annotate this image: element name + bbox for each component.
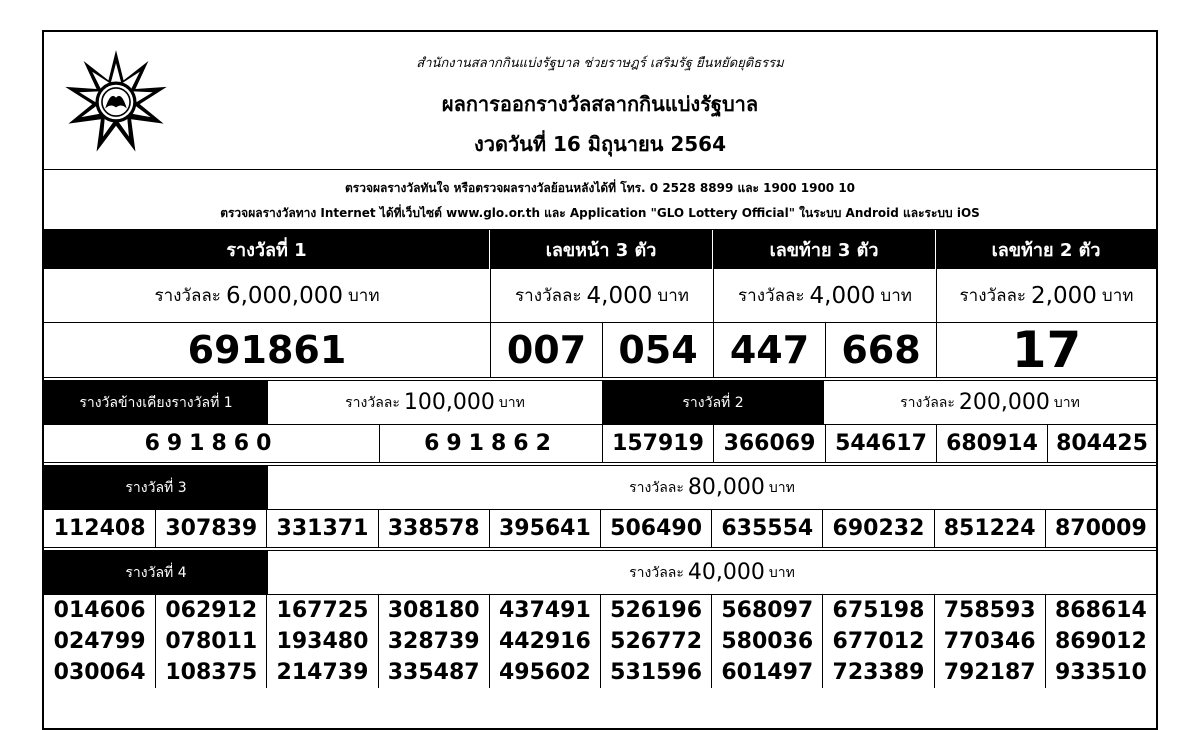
lottery-result-sheet bbox=[42, 30, 1158, 730]
front3-number: 054 bbox=[602, 322, 713, 377]
fourth-prize-number: 328739 bbox=[378, 626, 489, 657]
fourth-prize-number: 758593 bbox=[934, 595, 1045, 626]
third-prize-number: 851224 bbox=[934, 509, 1045, 547]
last3-amount: รางวัลละ 4,000 บาท bbox=[713, 269, 936, 322]
third-prize-number: 331371 bbox=[266, 509, 377, 547]
fourth-prize-numbers bbox=[44, 594, 1156, 730]
third-prize-number: 338578 bbox=[378, 509, 489, 547]
second-prize-number: 157919 bbox=[602, 424, 713, 462]
fourth-prize-amount: รางวัลละ 40,000 บาท bbox=[629, 560, 795, 585]
fourth-prize-number: 193480 bbox=[266, 626, 377, 657]
last3-number: 447 bbox=[713, 322, 825, 377]
fourth-prize-number: 792187 bbox=[934, 657, 1045, 688]
third-prize-number: 506490 bbox=[600, 509, 711, 547]
draw-date: งวดวันที่ 16 มิถุนายน 2564 bbox=[473, 132, 727, 156]
fourth-prize-number: 526772 bbox=[600, 626, 711, 657]
third-prize-number: 112408 bbox=[44, 509, 155, 547]
fourth-prize-number: 568097 bbox=[711, 595, 822, 626]
first-prize-header: รางวัลที่ 1 bbox=[44, 229, 489, 269]
front3-number: 007 bbox=[490, 322, 602, 377]
fourth-prize-number: 933510 bbox=[1045, 657, 1156, 688]
third-prize-number: 635554 bbox=[711, 509, 822, 547]
fourth-prize-number: 442916 bbox=[489, 626, 600, 657]
fourth-prize-number: 167725 bbox=[266, 595, 377, 626]
org-motto: สำนักงานสลากกินแบ่งรัฐบาล ช่วยราษฎร์ เสริมรัฐ ยืนหยัดยุติธรรม bbox=[416, 56, 784, 71]
third-prize-number: 690232 bbox=[822, 509, 933, 547]
fourth-prize-number: 437491 bbox=[489, 595, 600, 626]
fourth-prize-number: 526196 bbox=[600, 595, 711, 626]
second-prize-number: 804425 bbox=[1047, 424, 1156, 462]
first-amount: รางวัลละ 6,000,000 บาท bbox=[154, 282, 380, 309]
fourth-prize-number: 062912 bbox=[155, 595, 266, 626]
fourth-prize-number: 495602 bbox=[489, 657, 600, 688]
sheet-header bbox=[44, 32, 1156, 170]
third-prize-number: 395641 bbox=[489, 509, 600, 547]
second-prize-number: 366069 bbox=[713, 424, 825, 462]
fourth-prize-number: 601497 bbox=[711, 657, 822, 688]
third-prize-amount: รางวัลละ 80,000 บาท bbox=[629, 475, 795, 500]
section-divider bbox=[44, 462, 1156, 466]
fourth-prize-number: 770346 bbox=[934, 626, 1045, 657]
first-prize-number: 691861 bbox=[44, 322, 490, 377]
fourth-prize-number: 723389 bbox=[822, 657, 933, 688]
last2-header: เลขท้าย 2 ตัว bbox=[936, 229, 1156, 269]
section-divider bbox=[44, 547, 1156, 551]
fourth-prize-number: 024799 bbox=[53, 629, 146, 654]
fourth-prize-number: 868614 bbox=[1045, 595, 1156, 626]
fourth-prize-number: 078011 bbox=[155, 626, 266, 657]
second-prize-number: 544617 bbox=[825, 424, 936, 462]
fourth-prize-number: 677012 bbox=[822, 626, 933, 657]
near-first-number: 691862 bbox=[379, 424, 602, 462]
second-prize-header: รางวัลที่ 2 bbox=[602, 381, 824, 424]
info-phone: ตรวจผลรางวัลทันใจ หรือตรวจผลรางวัลย้อนหลังได้ที่ โทร. 0 2528 8899 และ 1900 1900 10 bbox=[344, 181, 856, 195]
front3-amount: รางวัลละ 4,000 บาท bbox=[490, 269, 713, 322]
page-title: ผลการออกรางวัลสลากกินแบ่งรัฐบาล bbox=[441, 92, 759, 116]
last2-amount: รางวัลละ 2,000 บาท bbox=[936, 269, 1156, 322]
last3-header: เลขท้าย 3 ตัว bbox=[713, 229, 935, 269]
fourth-prize-number: 675198 bbox=[822, 595, 933, 626]
fourth-prize-number: 531596 bbox=[600, 657, 711, 688]
info-web: ตรวจผลรางวัลทาง Internet ได้ที่เว็บไซต์ www.glo.or.th และ Application "GLO Lottery Official" ในระบบ Android และระบบ iOS bbox=[220, 206, 980, 220]
front3-header: เลขหน้า 3 ตัว bbox=[490, 229, 712, 269]
fourth-prize-number: 108375 bbox=[155, 657, 266, 688]
fourth-prize-number: 335487 bbox=[378, 657, 489, 688]
second-prize-amount: รางวัลละ 200,000 บาท bbox=[900, 390, 1080, 415]
near-first-header: รางวัลข้างเคียงรางวัลที่ 1 bbox=[44, 381, 268, 424]
fourth-prize-header: รางวัลที่ 4 bbox=[44, 551, 268, 594]
fourth-prize-number: 869012 bbox=[1045, 626, 1156, 657]
last3-number: 668 bbox=[825, 322, 936, 377]
third-prize-header: รางวัลที่ 3 bbox=[44, 466, 268, 509]
third-prize-number: 870009 bbox=[1045, 509, 1156, 547]
info-box bbox=[44, 169, 1156, 230]
near-first-amount: รางวัลละ 100,000 บาท bbox=[345, 390, 525, 415]
second-prize-number: 680914 bbox=[936, 424, 1047, 462]
section-divider bbox=[44, 377, 1156, 381]
third-prize-numbers bbox=[44, 509, 1156, 547]
fourth-prize-number: 308180 bbox=[378, 595, 489, 626]
last2-number: 17 bbox=[936, 322, 1156, 377]
fourth-prize-number: 580036 bbox=[711, 626, 822, 657]
near-first-number: 691860 bbox=[44, 424, 379, 462]
third-prize-number: 307839 bbox=[155, 509, 266, 547]
fourth-prize-number: 030064 bbox=[53, 660, 146, 685]
fourth-prize-number: 214739 bbox=[266, 657, 377, 688]
fourth-prize-number: 014606 bbox=[53, 598, 146, 623]
